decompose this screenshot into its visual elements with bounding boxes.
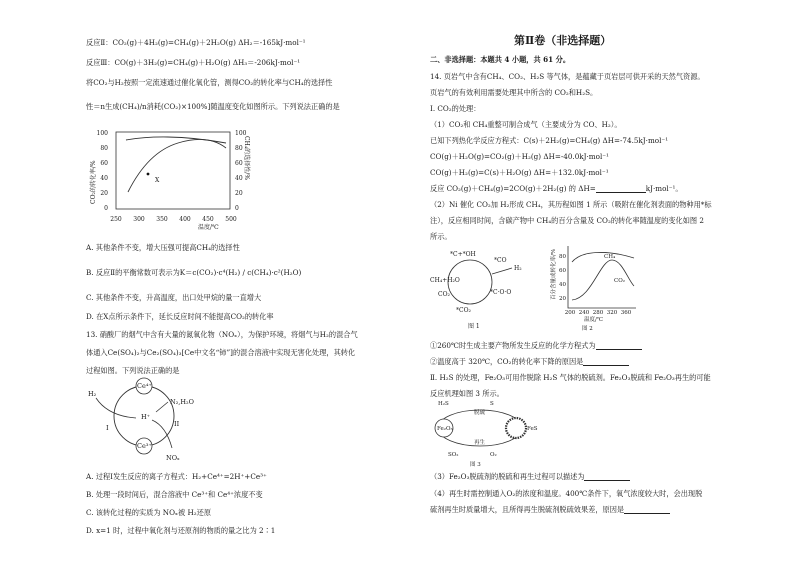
part-2-line-1: Ⅱ. H₂S 的处理，Fe₂O₃可用作脱除 H₂S 气体的脱硫剂。Fe₂O₃脱硫和 Fe₂O₃再生的可能 — [430, 373, 711, 382]
section-title: 第Ⅱ卷（非选择题） — [514, 34, 612, 47]
x-tick: 250 — [110, 216, 122, 223]
yright-tick: 100 — [235, 130, 247, 137]
cerium-cycle-diagram — [86, 376, 236, 464]
process-ii-label: II — [174, 420, 180, 428]
part-2-line-2: 反应机理如图 3 所示。 — [430, 389, 504, 398]
answer-blank-3[interactable] — [584, 474, 630, 481]
co2-label: CO₂ — [438, 291, 450, 298]
yleft-tick: 80 — [100, 145, 108, 152]
intro-line-2: 性＝n生成(CH₄)/n消耗(CO₂)×100%]随温度变化如图所示。下列说法正确的是 — [86, 102, 340, 111]
yright-axis-label: CH₄的选择性/% — [243, 136, 250, 180]
yright-tick: 80 — [235, 145, 243, 152]
ce3-label: Ce³⁺ — [137, 442, 152, 450]
fig2-x-tick: 200 — [564, 310, 576, 316]
figure-1-label: 图 1 — [468, 323, 480, 330]
answer-1 — [430, 341, 642, 350]
h2s-label: H₂S — [438, 401, 449, 407]
q12-option-c: C. 其他条件不变，升高温度，出口处甲烷的量一直增大 — [86, 293, 262, 302]
x-tick: 500 — [225, 216, 237, 223]
yleft-tick: 0 — [104, 205, 108, 212]
q12-option-d: D. 在X点所示条件下，延长反应时间不能提高CO₂的转化率 — [86, 312, 274, 321]
question-4-text: 硫剂再生时质量增大，且所得再生脱硫剂脱硫效果差，原因是 — [430, 505, 625, 514]
section-heading: 二、非选择题：本题共 4 小题，共 61 分。 — [430, 55, 571, 64]
ce4-label: Ce⁴⁺ — [137, 382, 152, 390]
question-3-text: （3）Fe₂O₃脱硫剂的脱硫和再生过程可以描述为 — [430, 472, 585, 481]
fig2-axes — [568, 246, 636, 308]
q13-stem-2: 体通入Ce(SO₄)₂与Ce₂(SO₄)₃[Ce中文名“铈”]的混合溶液中实现无害化处理，其转化 — [86, 348, 356, 357]
right-column — [430, 0, 730, 562]
q12-option-b: B. 反应Ⅱ的平衡常数可表示为K＝c(CO₂)·c⁴(H₂) / c(CH₄)·c²(H₂O) — [86, 268, 302, 277]
answer-blank-dh[interactable] — [596, 186, 646, 193]
plot-frame — [116, 132, 230, 209]
x-tick: 450 — [202, 216, 214, 223]
yright-tick: 0 — [235, 205, 239, 212]
co-label: *CO — [494, 257, 507, 264]
co-branch — [492, 268, 512, 274]
fig2-x-tick: 360 — [620, 310, 632, 316]
h2-arrow — [96, 398, 136, 418]
co2-conversion-curve — [126, 137, 226, 143]
yright-tick: 40 — [235, 175, 243, 182]
q13-stem-3: 过程如图。下列说法正确的是 — [86, 366, 180, 375]
fig2-ch4-curve — [572, 252, 634, 262]
fig2-ylabel: 百分含量或转化率/% — [551, 248, 557, 300]
q13-option-a: A. 过程Ⅰ发生反应的离子方程式：H₂+Ce⁴⁺=2H⁺+Ce³⁺ — [86, 472, 267, 481]
known-eq-1: 已知下列热化学反应方程式：C(s)＋2H₂(g)=CH₄(g) ΔH=-74.5kJ·mol⁻¹ — [430, 136, 669, 145]
cooh-label: *C·O·O — [490, 289, 512, 296]
h2-label: H₂ — [88, 390, 97, 398]
reaction-3: 反应Ⅲ：CO(g)＋3H₂(g)=CH₄(g)＋H₂O(g) ΔH₃＝-206kJ·mol⁻¹ — [86, 58, 301, 67]
reaction-2: 反应Ⅱ：CO₂(g)＋4H₂(g)=CH₄(g)＋2H₂O(g) ΔH₂＝-165kJ·mol⁻¹ — [86, 38, 306, 47]
q14-line-2: 页岩气的有效利用需要处理其中所含的 CO₂和H₂S。 — [430, 88, 598, 97]
p1-q2-line-1: （2）Ni 催化 CO₂加 H₂形成 CH₄，其历程如图 1 所示（吸附在催化剂表面的物种用*标 — [430, 200, 712, 209]
n2h2o-label: N₂,H₂O — [170, 398, 194, 406]
yleft-tick: 40 — [100, 175, 108, 182]
q13-stem-1: 13. 硝酸厂的烟气中含有大量的氮氧化物（NOₓ），为保护环境，将烟气与H₂的混合气 — [86, 330, 358, 339]
x-axis-label: 温度/℃ — [198, 224, 219, 231]
conversion-chart — [86, 126, 250, 231]
p1-q2-line-3: 所示。 — [430, 232, 452, 241]
intro-line-1: 将CO₂与H₂按照一定流速通过催化氧化管，测得CO₂的转化率与CH₄的选择性 — [86, 78, 333, 87]
process-i-label: I — [106, 424, 109, 432]
fig2-x-tick: 280 — [592, 310, 604, 316]
o2-label: O₂ — [490, 452, 497, 458]
figure-3-label: 图 3 — [470, 462, 481, 468]
q13-option-b: B. 处理一段时间后，混合溶液中 Ce³⁺和 Ce⁴⁺浓度不变 — [86, 490, 263, 499]
answer-blank-2[interactable] — [583, 359, 629, 366]
fig2-x-tick: 320 — [606, 310, 618, 316]
yleft-tick: 60 — [100, 160, 108, 167]
fes-node — [506, 418, 526, 438]
x-tick: 300 — [133, 216, 145, 223]
answer-2 — [430, 357, 629, 366]
figure-2-label: 图 2 — [582, 326, 593, 332]
zaisheng-label: 再生 — [474, 440, 486, 446]
point-x — [147, 173, 150, 176]
x-tick: 400 — [179, 216, 191, 223]
ch4h2o-label: CH₄+H₂O — [430, 277, 460, 284]
q12-option-a: A. 其他条件不变，增大压强可提高CH₄的选择性 — [86, 243, 240, 252]
figure-2-chart — [548, 240, 644, 332]
fe2o3-label: Fe₂O₃ — [437, 426, 453, 432]
s-label: S — [490, 401, 494, 407]
no-label: NOₓ — [166, 454, 180, 462]
answer-blank-1[interactable] — [596, 343, 642, 350]
answer-1-text: ①260℃时生成主要产物所发生反应的化学方程式为 — [430, 341, 596, 350]
known-eq-3: CO(g)＋H₂(g)=C(s)＋H₂O(g) ΔH=＋132.0kJ·mol⁻¹ — [430, 168, 609, 177]
fig2-y-tick: 80 — [559, 254, 566, 260]
co2ads-label: *CO₂ — [456, 307, 471, 314]
answer-blank-4[interactable] — [624, 507, 670, 514]
n2-arrow — [156, 402, 168, 412]
yleft-tick: 100 — [96, 130, 108, 137]
target-eq — [430, 184, 683, 193]
question-4-line-1: （4）再生时需控制通入O₂的浓度和温度。400℃条件下，氧气浓度较大时，会出现脱 — [430, 489, 703, 498]
h2-label: H₂ — [514, 265, 522, 272]
fig2-y-tick: 40 — [559, 282, 566, 288]
yright-tick: 60 — [235, 160, 243, 167]
question-3 — [430, 472, 630, 481]
yleft-tick: 20 — [100, 190, 108, 197]
fig2-x-tick: 240 — [578, 310, 590, 316]
fig2-co2-label: CO₂ — [614, 278, 625, 284]
target-eq-unit: kJ·mol⁻¹。 — [645, 184, 683, 193]
yleft-axis-label: CO₂的转化率/% — [90, 160, 97, 204]
target-eq-text: 反应 CO₂(g)＋CH₄(g)=2CO(g)＋2H₂(g) 的 ΔH= — [430, 184, 596, 193]
fig2-xlabel: 温度/℃ — [584, 317, 604, 323]
ch4-selectivity-curve — [128, 139, 226, 192]
yright-tick: 20 — [235, 190, 243, 197]
figure-1-mechanism — [430, 246, 545, 332]
fes-label: FeS — [527, 426, 538, 432]
answer-2-text: ②温度高于 320℃，CO₂的转化率下降的原因是 — [430, 357, 584, 366]
tuoliu-label: 脱硫 — [474, 410, 486, 416]
part-1-heading: Ⅰ. CO₂的处理： — [430, 104, 481, 113]
point-x-label: X — [155, 177, 160, 184]
fig2-ch4-label: CH₄ — [604, 254, 616, 260]
c-oh-label: *C+*OH — [450, 251, 476, 258]
p1-q1: （1）CO₂和 CH₄重整可制合成气（主要成分为 CO、H₂）。 — [430, 120, 622, 129]
q13-option-c: C. 该转化过程的实质为 NOₓ被 H₂还原 — [86, 508, 212, 517]
figure-3-mechanism — [430, 398, 550, 468]
known-eq-2: CO(g)＋H₂O(g)=CO₂(g)＋H₂(g) ΔH=-40.0kJ·mol⁻¹ — [430, 152, 609, 161]
question-4-line-2 — [430, 505, 670, 514]
so2-label: SO₂ — [448, 452, 459, 458]
fig2-y-tick: 20 — [559, 296, 566, 302]
x-tick: 350 — [156, 216, 168, 223]
fig2-y-tick: 60 — [559, 268, 566, 274]
q14-line-1: 14. 页岩气中含有CH₄、CO₂、H₂S 等气体，是蕴藏于页岩层可供开采的天然气资源。 — [430, 72, 705, 81]
hplus-label: H⁺ — [141, 413, 151, 421]
q13-option-d: D. x=1 时，过程中氧化剂与还原剂的物质的量之比为 2∶1 — [86, 526, 276, 535]
left-column — [86, 0, 380, 562]
p1-q2-line-2: 注），反应相同时间，含碳产物中 CH₄的百分含量及 CO₂的转化率随温度的变化如图 2 — [430, 216, 704, 225]
